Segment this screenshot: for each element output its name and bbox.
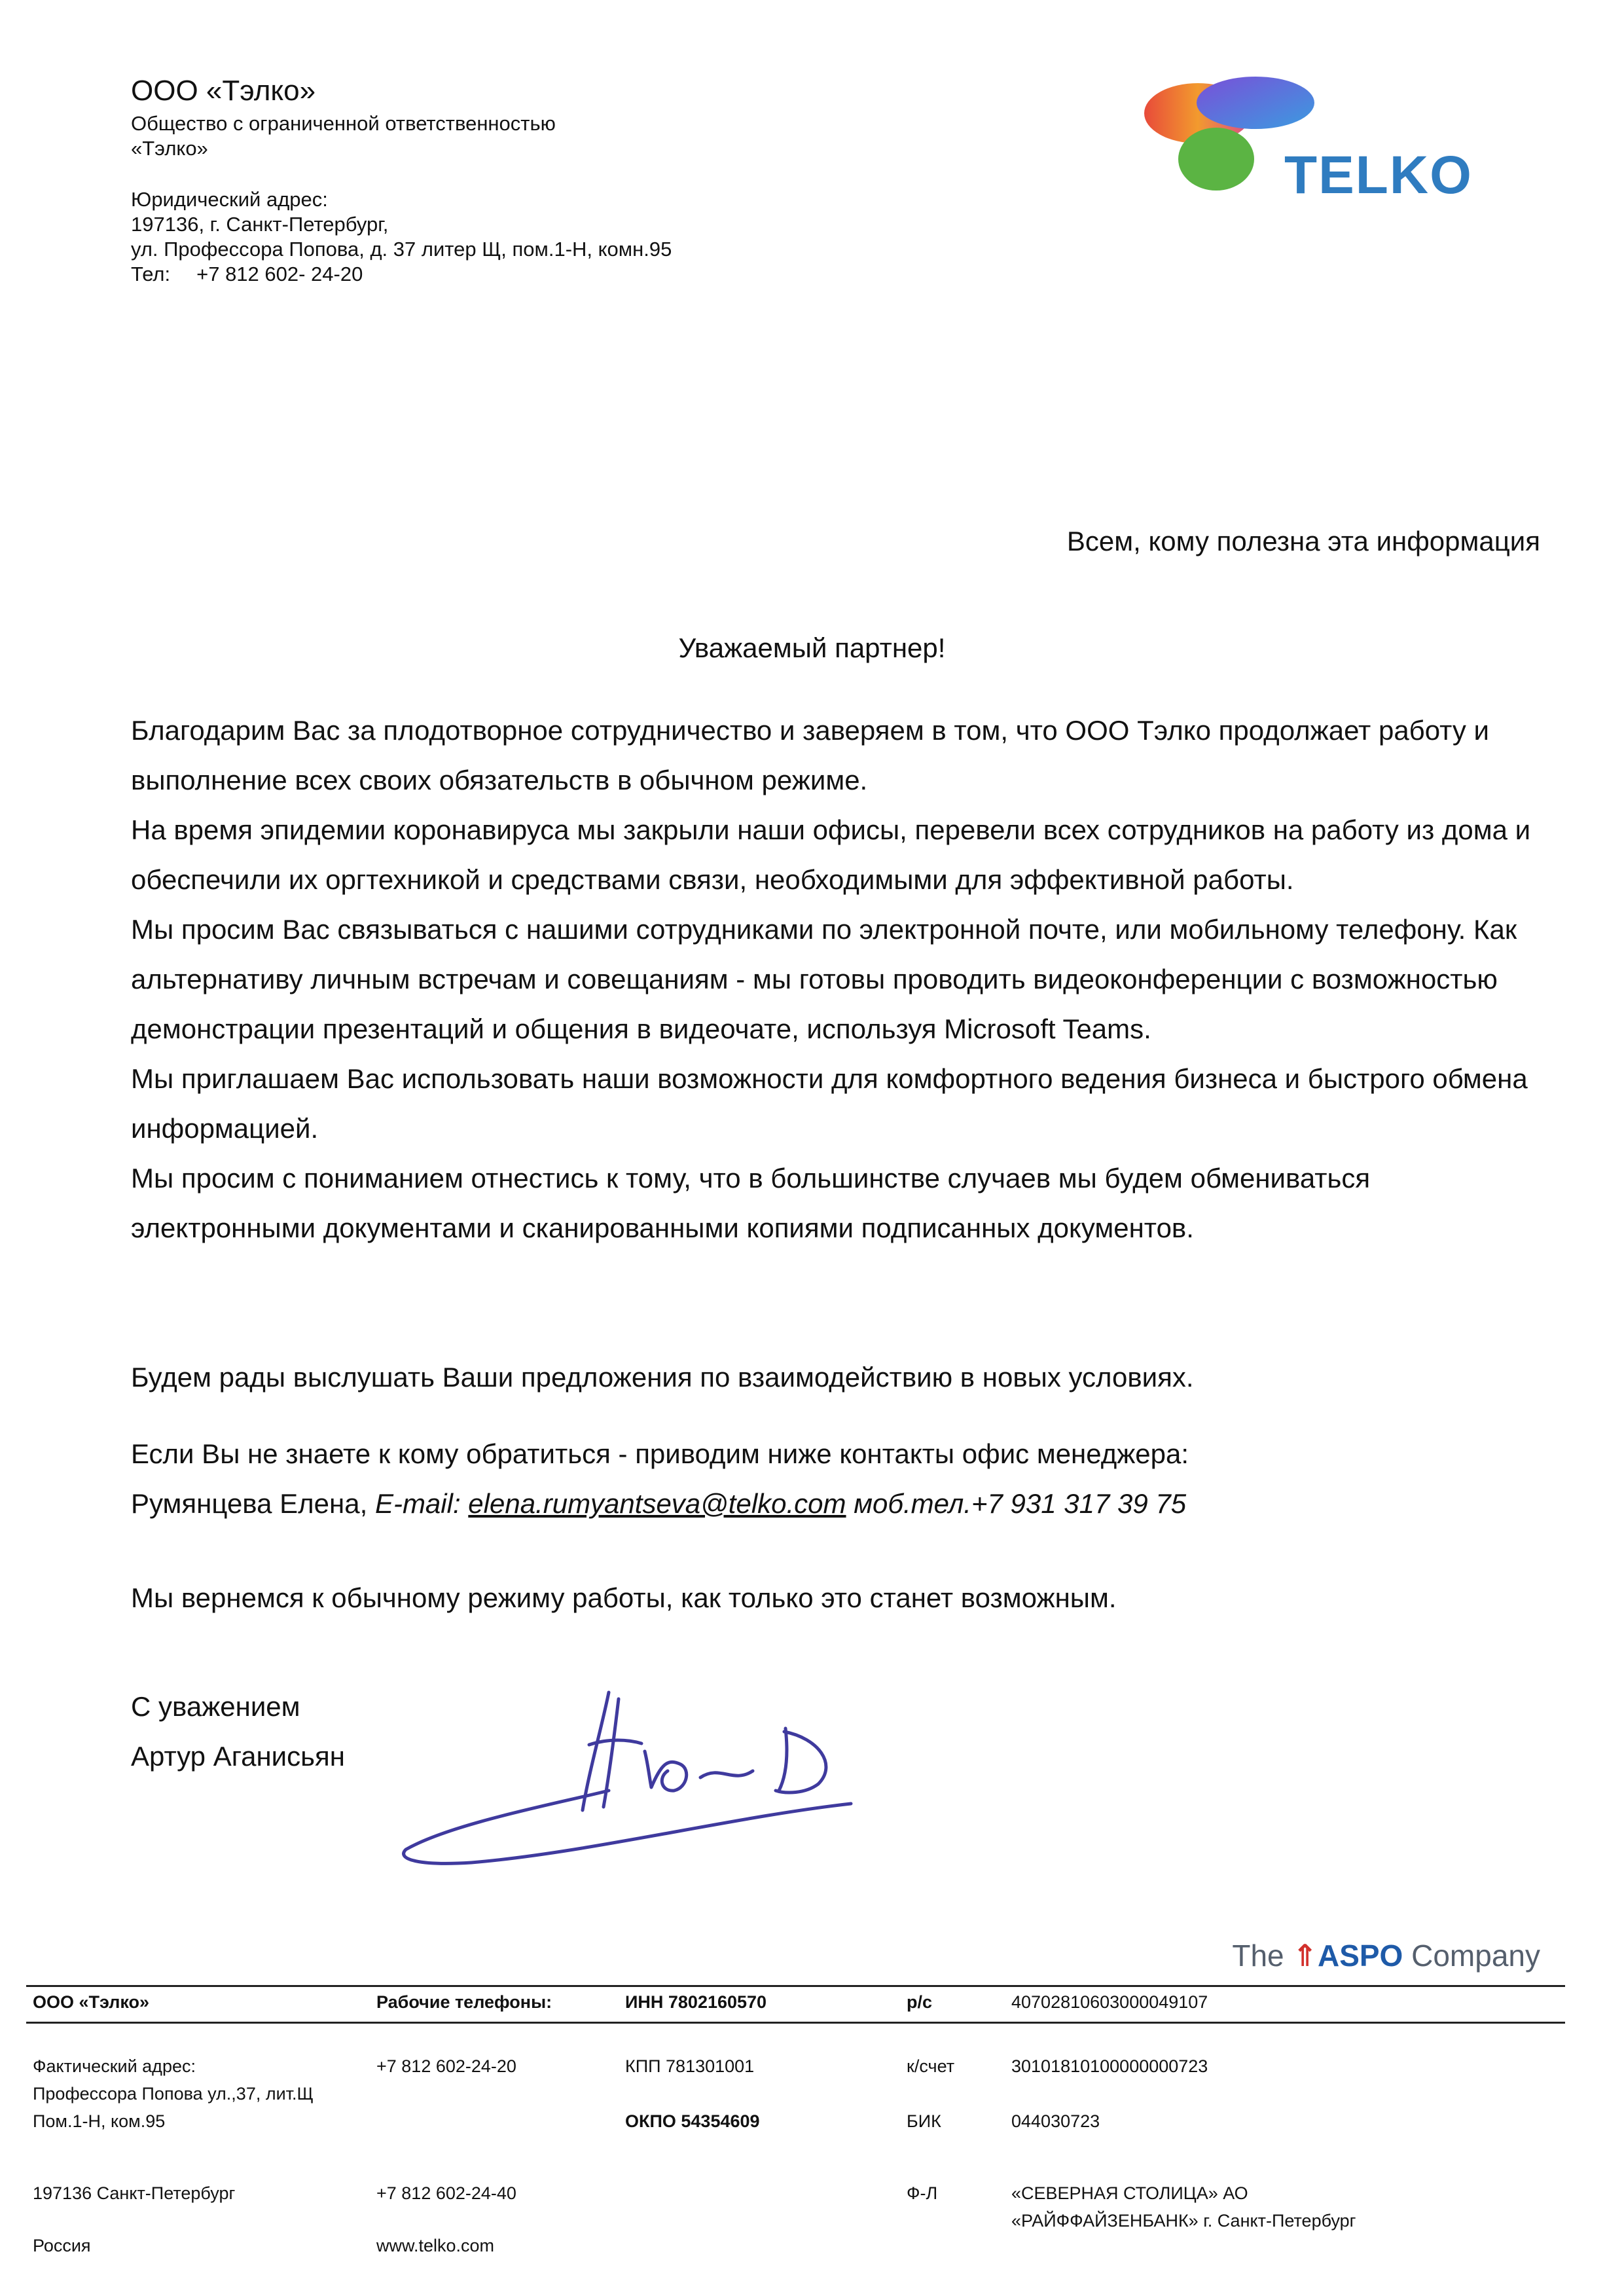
aspo-brand: ASPO [1317,1939,1403,1973]
paragraph: Благодарим Вас за плодотворное сотрудничество и заверяем в том, что ООО Тэлко продолжает работу и выполнение всех своих обязательств в обычном режиме. [131,715,1490,795]
paragraph: Мы приглашаем Вас использовать наши возможности для комфортного ведения бизнеса и быстрого обмена информацией. [131,1063,1528,1144]
footer-bank-line2: «РАЙФФАЙЗЕНБАНК» г. Санкт-Петербург [1011,2211,1356,2231]
footer-okpo: ОКПО 54354609 [625,2111,760,2131]
closing-note: Мы вернемся к обычному режиму работы, как только это станет возможным. [131,1582,1117,1613]
addressee: Всем, кому полезна эта информация [1066,526,1540,556]
contact-line [131,1479,1545,1529]
logo-blue-blob [1197,77,1314,129]
logo-text: TELKO [1284,145,1473,205]
header-phone [131,262,363,287]
legal-address-line2: ул. Профессора Попова, д. 37 литер Щ, пом.1-Н, комн.95 [131,238,672,261]
signer-name: Артур Аганисьян [131,1741,345,1772]
phone-number: +7 812 602- 24-20 [196,263,363,285]
email-label: E-mail: [374,1488,469,1519]
legal-form-line2: «Тэлко» [131,137,208,160]
footer-address-line2: Пом.1-Н, ком.95 [33,2111,166,2131]
logo-green-blob [1178,128,1254,191]
signature [393,1666,864,1876]
paragraph: На время эпидемии коронавируса мы закрыли наши офисы, перевели всех сотрудников на работу из дома и обеспечили их оргтехникой и средствами связи, необходимыми для эффективной работы. [131,814,1531,895]
phone-label: Тел: [131,263,171,285]
footer-rs: 40702810603000049107 [1011,1992,1208,2012]
footer-bank-line1: «СЕВЕРНАЯ СТОЛИЦА» АО [1011,2183,1248,2203]
footer-phones-label: Рабочие телефоны: [376,1992,552,2012]
aspo-the: The [1232,1939,1284,1973]
mobile-phone: моб.тел.+7 931 317 39 75 [846,1488,1187,1519]
footer-ks: 30101810100000000723 [1011,2056,1208,2076]
footer-bik: 044030723 [1011,2111,1100,2131]
regards: С уважением [131,1691,300,1722]
letter-body [131,706,1545,1253]
greeting: Уважаемый партнер! [678,632,946,663]
footer-rule-top [26,1985,1565,1987]
footer-rule-bottom [26,2022,1565,2024]
footer-phone2: +7 812 602-24-40 [376,2183,516,2203]
email-link[interactable]: elena.rumyantseva@telko.com [468,1488,846,1519]
footer-bik-label: БИК [907,2111,941,2131]
signature-mark [393,1666,864,1876]
footer-ks-label: к/счет [907,2056,955,2076]
proposal-text: Будем рады выслушать Ваши предложения по взаимодействию в новых условиях. [131,1362,1194,1393]
footer-website[interactable]: www.telko.com [376,2236,495,2255]
footer-company: ООО «Тэлко» [33,1992,150,2012]
footer-branch-label: Ф-Л [907,2183,938,2203]
footer-rs-label: р/с [907,1992,933,2012]
aspo-company: Company [1411,1939,1540,1973]
legal-form-line1: Общество с ограниченной ответственностью [131,112,556,135]
aspo-arrow-icon: ⇑ [1292,1939,1318,1973]
footer-city: 197136 Санкт-Петербург [33,2183,236,2203]
paragraph: Мы просим Вас связываться с нашими сотрудниками по электронной почте, или мобильному телефону. Как альтернативу личным встречам и совещаниям - мы готовы проводить видеоконференции с возможностью демонстрации презентаций и общения в видеочате, используя Microsoft Teams. [131,914,1517,1044]
legal-address-label: Юридический адрес: [131,188,328,211]
company-name: ООО «Тэлко» [131,75,316,107]
footer-country: Россия [33,2236,91,2255]
aspo-company-brand [1232,1938,1540,1973]
footer-address-line1: Профессора Попова ул.,37, лит.Щ [33,2084,314,2104]
footer-kpp: КПП 781301001 [625,2056,755,2076]
paragraph: Мы просим с пониманием отнестись к тому, что в большинстве случаев мы будем обмениваться электронными документами и сканированными копиями подписанных документов. [131,1163,1371,1243]
legal-address-line1: 197136, г. Санкт-Петербург, [131,213,389,236]
contact-name: Румянцева Елена, [131,1488,375,1519]
footer-phone1: +7 812 602-24-20 [376,2056,516,2076]
footer-inn: ИНН 7802160570 [625,1992,767,2012]
telko-logo [1139,75,1479,206]
footer-actual-address-label: Фактический адрес: [33,2056,196,2076]
contact-intro: Если Вы не знаете к кому обратиться - приводим ниже контакты офис менеджера: [131,1438,1189,1469]
